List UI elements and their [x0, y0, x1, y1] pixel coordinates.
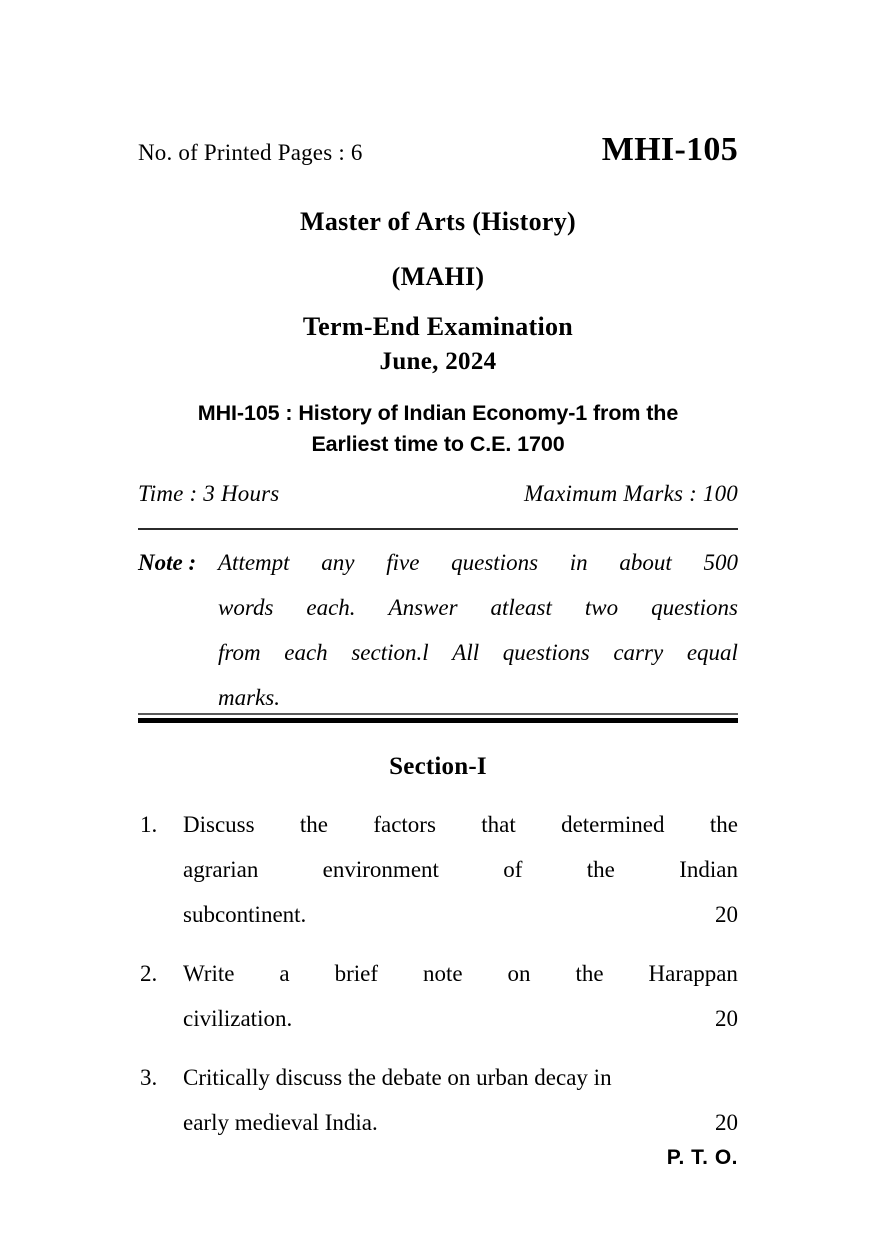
page-header: [138, 131, 738, 169]
question-list: [138, 802, 738, 1160]
note-line-1: Attempt any five questions in about 500: [218, 550, 738, 575]
question-last-line: [183, 996, 738, 1041]
note-block: [138, 541, 738, 720]
page-turn-over-label: P. T. O.: [666, 1146, 738, 1169]
question-line-1: Discuss the factors that determined the: [183, 812, 738, 837]
question-line-1: Critically discuss the debate on urban decay in: [183, 1065, 612, 1091]
course-code: MHI-105: [601, 131, 738, 168]
title-block: [138, 208, 738, 377]
question-number: 1.: [140, 812, 158, 837]
question-line-3: subcontinent.: [183, 902, 307, 928]
note-line-4: marks.: [218, 684, 280, 710]
exam-info-row: [138, 481, 738, 507]
question-number: 2.: [140, 961, 158, 987]
question-item: [138, 1055, 738, 1145]
section-heading: Section-I: [389, 753, 487, 780]
examination-type: Term-End Examination: [302, 312, 574, 342]
divider-line-thick: [138, 718, 738, 723]
exam-duration: Time : 3 Hours: [138, 481, 280, 506]
paper-title: [146, 398, 730, 459]
examination-session: June, 2024: [379, 348, 497, 376]
question-line-2: early medieval India.: [183, 1110, 378, 1136]
question-line-2: civilization.: [183, 1006, 293, 1032]
question-line-2: agrarian environment of the Indian: [183, 857, 738, 883]
note-line-2: words each. Answer atleast two questions: [218, 594, 738, 620]
question-item: [138, 802, 738, 937]
note-label: Note :: [138, 550, 197, 575]
printed-pages-label: No. of Printed Pages : 6: [138, 140, 363, 165]
note-text: [218, 541, 738, 720]
question-last-line: [183, 892, 738, 937]
question-number: 3.: [140, 1065, 158, 1091]
question-text: [183, 1055, 738, 1145]
note-line-3: from each section.l All questions carry equal: [218, 639, 738, 665]
paper-title-line-1: MHI-105 : History of Indian Economy-1 from the: [197, 401, 679, 425]
paper-title-line-2: Earliest time to C.E. 1700: [311, 431, 565, 456]
section-divider: [138, 713, 738, 723]
question-item: [138, 951, 738, 1041]
question-last-line: [183, 1100, 738, 1145]
programme-title: Master of Arts (History): [299, 207, 577, 236]
programme-code: (MAHI): [391, 261, 485, 291]
maximum-marks: Maximum Marks : 100: [524, 481, 738, 506]
question-marks: 20: [715, 902, 738, 928]
question-text: [183, 951, 738, 1041]
note-top-divider: [138, 528, 738, 530]
question-line-1: Write a brief note on the Harappan: [183, 961, 738, 987]
question-marks: 20: [715, 1006, 738, 1032]
question-text: [183, 802, 738, 937]
question-marks: 20: [715, 1110, 738, 1136]
